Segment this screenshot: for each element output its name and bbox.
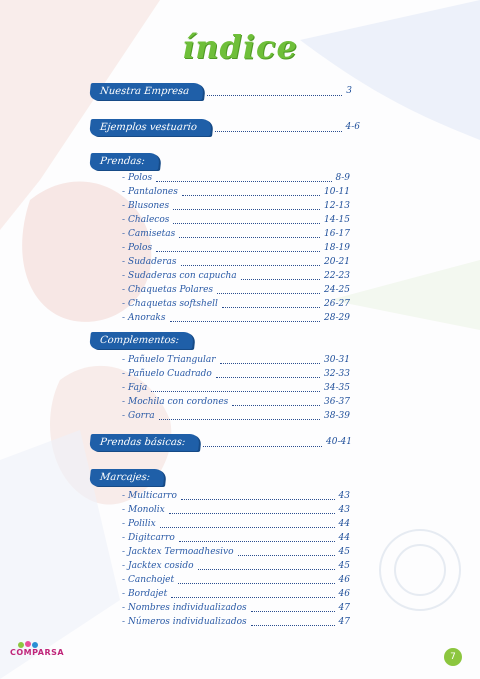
item-label: Bordajet [128, 588, 168, 599]
toc-item-sudaderas-capucha[interactable]: - Sudaderas con capucha 22-23 [122, 270, 350, 281]
dot-leader [203, 437, 322, 447]
item-label: Camisetas [128, 228, 176, 239]
toc-item-bordajet[interactable]: - Bordajet 46 [122, 588, 350, 599]
dot-leader [151, 384, 320, 392]
dot-leader [216, 370, 320, 378]
dot-leader [179, 230, 320, 238]
toc-item-jacktex-termo[interactable]: - Jacktex Termoadhesivo 45 [122, 546, 350, 557]
item-label: Canchojet [128, 574, 175, 585]
page-ref: 44 [338, 518, 350, 529]
toc-item-blusones[interactable]: - Blusones 12-13 [122, 200, 350, 211]
dot-leader [159, 412, 320, 420]
dot-leader [182, 188, 320, 196]
item-label: Sudaderas [128, 256, 177, 267]
page-ref: 46 [338, 588, 350, 599]
page-ref: 46 [338, 574, 350, 585]
page-ref: 40-41 [326, 437, 352, 447]
page-ref: 43 [338, 490, 350, 501]
section-banner: Marcajes: [89, 469, 165, 486]
dot-leader [156, 174, 331, 182]
page-ref: 16-17 [324, 228, 350, 239]
item-label: Chalecos [128, 214, 170, 225]
dot-leader [198, 562, 335, 570]
page-ref: 45 [338, 546, 350, 557]
toc-item-panuelo-triangular[interactable]: - Pañuelo Triangular 30-31 [122, 354, 350, 365]
dot-leader [232, 398, 320, 406]
dot-leader [251, 618, 335, 626]
page-ref: 45 [338, 560, 350, 571]
item-label: Pañuelo Cuadrado [128, 368, 212, 379]
dot-leader [241, 272, 320, 280]
toc-item-gorra[interactable]: - Gorra 38-39 [122, 410, 350, 421]
item-label: Sudaderas con capucha [128, 270, 237, 281]
toc-item-pantalones[interactable]: - Pantalones 10-11 [122, 186, 350, 197]
section-banner: Complementos: [89, 332, 194, 349]
page-ref: 36-37 [324, 396, 350, 407]
toc-item-anoraks[interactable]: - Anoraks 28-29 [122, 312, 350, 323]
page-title: índice [182, 28, 298, 66]
item-label: Anoraks [128, 312, 166, 323]
toc-item-panuelo-cuadrado[interactable]: - Pañuelo Cuadrado 32-33 [122, 368, 350, 379]
toc-section-prendas-basicas[interactable] [90, 433, 352, 451]
toc-section-complementos[interactable] [90, 331, 193, 349]
page-ref: 18-19 [324, 242, 350, 253]
page-ref: 14-15 [324, 214, 350, 225]
toc-item-digitcarro[interactable]: - Digitcarro 44 [122, 532, 350, 543]
dot-leader [181, 492, 335, 500]
item-label: Polilix [128, 518, 156, 529]
dot-leader [207, 86, 342, 96]
toc-item-polos-2[interactable]: - Polos 18-19 [122, 242, 350, 253]
item-label: Polos [128, 242, 153, 253]
toc-item-jacktex-cosido[interactable]: - Jacktex cosido 45 [122, 560, 350, 571]
item-label: Pañuelo Triangular [128, 354, 216, 365]
page-ref: 20-21 [324, 256, 350, 267]
toc-item-multicarro[interactable]: - Multicarro 43 [122, 490, 350, 501]
section-banner: Nuestra Empresa [89, 83, 204, 100]
item-label: Multicarro [128, 490, 177, 501]
page-ref: 26-27 [324, 298, 350, 309]
page-ref: 43 [338, 504, 350, 515]
page-ref: 8-9 [335, 172, 350, 183]
dot-leader [217, 286, 320, 294]
dot-leader [171, 590, 334, 598]
section-banner: Ejemplos vestuario [89, 119, 212, 136]
toc-section-ejemplos-vestuario[interactable] [90, 118, 360, 136]
item-label: Monolix [128, 504, 165, 515]
toc-item-polilix[interactable]: - Polilix 44 [122, 518, 350, 529]
toc-item-camisetas[interactable]: - Camisetas 16-17 [122, 228, 350, 239]
toc-item-chalecos[interactable]: - Chalecos 14-15 [122, 214, 350, 225]
dot-leader [173, 202, 320, 210]
page-ref: 12-13 [324, 200, 350, 211]
dot-leader [215, 122, 342, 132]
item-label: Jacktex Termoadhesivo [128, 546, 234, 557]
page-ref: 24-25 [324, 284, 350, 295]
toc-section-nuestra-empresa[interactable] [90, 82, 352, 100]
dot-leader [179, 534, 335, 542]
toc-item-numeros[interactable]: - Números individualizados 47 [122, 616, 350, 627]
item-label: Chaquetas softshell [128, 298, 218, 309]
dot-leader [251, 604, 335, 612]
item-label: Blusones [128, 200, 170, 211]
item-label: Jacktex cosido [128, 560, 194, 571]
dot-leader [169, 506, 335, 514]
page-ref: 30-31 [324, 354, 350, 365]
toc-item-sudaderas[interactable]: - Sudaderas 20-21 [122, 256, 350, 267]
toc-item-mochila[interactable]: - Mochila con cordones 36-37 [122, 396, 350, 407]
dot-leader [238, 548, 335, 556]
page-ref: 32-33 [324, 368, 350, 379]
toc-item-chaquetas-softshell[interactable]: - Chaquetas softshell 26-27 [122, 298, 350, 309]
page-ref: 44 [338, 532, 350, 543]
dot-leader [220, 356, 320, 364]
toc-item-faja[interactable]: - Faja 34-35 [122, 382, 350, 393]
toc-item-canchojet[interactable]: - Canchojet 46 [122, 574, 350, 585]
item-label: Números individualizados [128, 616, 247, 627]
item-label: Faja [128, 382, 148, 393]
page-ref: 22-23 [324, 270, 350, 281]
item-label: Chaquetas Polares [128, 284, 214, 295]
dot-leader [170, 314, 321, 322]
brand-logo: COMPARSA [10, 648, 65, 657]
section-banner: Prendas básicas: [89, 434, 200, 451]
page-ref: 10-11 [324, 186, 350, 197]
dot-leader [178, 576, 334, 584]
page-ref: 47 [338, 602, 350, 613]
toc-item-chaquetas-polares[interactable]: - Chaquetas Polares 24-25 [122, 284, 350, 295]
dot-leader [173, 216, 320, 224]
dot-leader [222, 300, 320, 308]
item-label: Polos [128, 172, 153, 183]
page-ref: 38-39 [324, 410, 350, 421]
item-label: Pantalones [128, 186, 178, 197]
item-label: Mochila con cordones [128, 396, 229, 407]
toc-item-polos[interactable]: - Polos 8-9 [122, 172, 350, 183]
toc-section-prendas[interactable] [90, 152, 159, 170]
page-number-badge: 7 [444, 648, 462, 666]
page-ref: 4-6 [345, 122, 360, 132]
page-ref: 34-35 [324, 382, 350, 393]
page-ref: 28-29 [324, 312, 350, 323]
toc-item-nombres[interactable]: - Nombres individualizados 47 [122, 602, 350, 613]
dot-leader [160, 520, 335, 528]
toc-section-marcajes[interactable] [90, 468, 164, 486]
page-ref: 3 [346, 86, 352, 96]
toc-item-monolix[interactable]: - Monolix 43 [122, 504, 350, 515]
item-label: Gorra [128, 410, 155, 421]
dot-leader [156, 244, 320, 252]
page-ref: 47 [338, 616, 350, 627]
item-label: Nombres individualizados [128, 602, 247, 613]
item-label: Digitcarro [128, 532, 175, 543]
section-banner: Prendas: [89, 153, 160, 170]
dot-leader [181, 258, 321, 266]
